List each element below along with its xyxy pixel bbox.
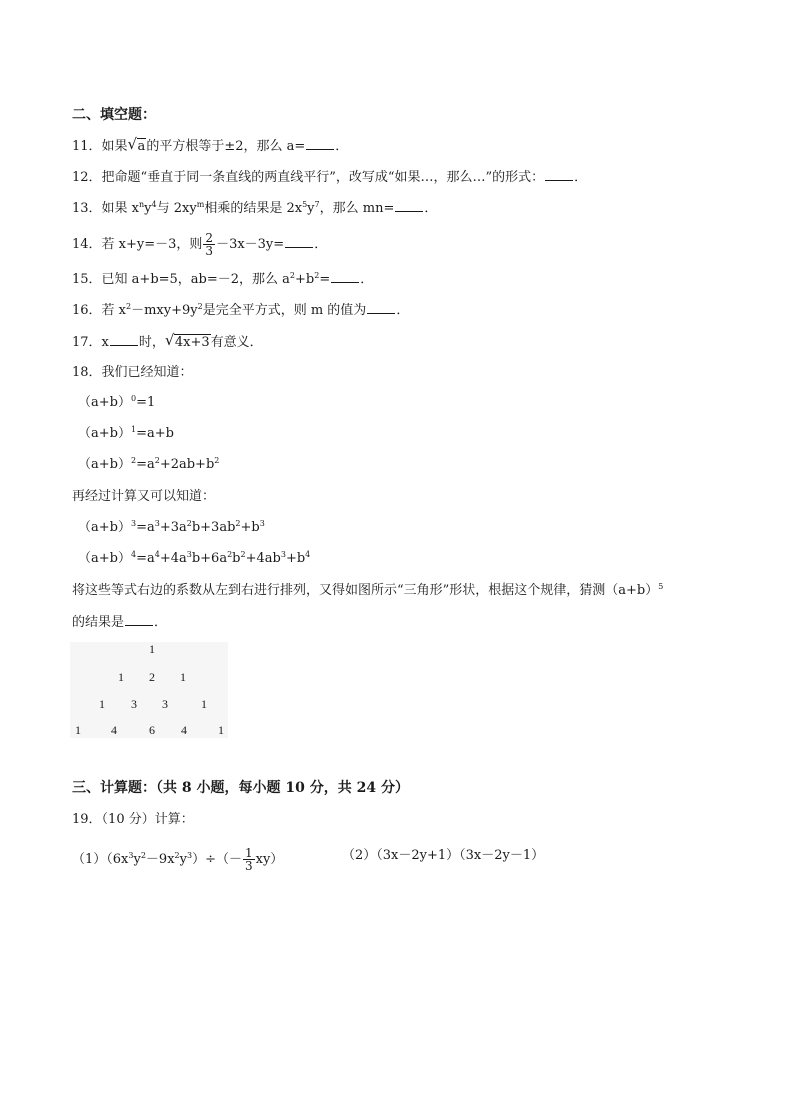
triangle-number: 3 (131, 697, 137, 711)
answer-blank-16[interactable] (367, 301, 395, 314)
question-14: 14．若 x+y=－3，则 $\frac{2}{3}$ －3x－3y= ． (72, 231, 328, 258)
question-18-para2: 的结果是 ． (72, 615, 168, 630)
fraction-one-third: $\frac{1}{3}$ (244, 846, 253, 873)
question-18-intro: 18．我们已经知道： (72, 365, 193, 380)
expansion-3: $(a+b)^3=a^3+3a^2b+3ab^2+b^3$ (78, 519, 265, 535)
expansion-2: $(a+b)^2=a^2+2ab+b^2$ (78, 456, 220, 472)
answer-blank-18[interactable] (125, 613, 153, 626)
question-18-again: 再经过计算又可以知道： (72, 489, 216, 504)
question-16: 16．若 $x^2-mxy+9y^2$是完全平方式，则 m 的值为 ． (72, 302, 410, 318)
triangle-number: 1 (218, 723, 224, 737)
triangle-number: 1 (201, 697, 207, 711)
pascal-triangle-figure (70, 642, 228, 738)
triangle-number: 6 (149, 723, 155, 737)
question-19-part1: $(1)(6x^3y^2-9x^2y^3)\div(-$ $\frac{1}{3}$ xy） (72, 846, 284, 873)
question-15: 15．已知 a+b=5，ab=－2，那么 $a^2+b^2=$ ． (72, 271, 374, 287)
triangle-number: 4 (181, 723, 187, 737)
triangle-number: 4 (111, 723, 117, 737)
question-18-para1: 将这些等式右边的系数从左到右进行排列，又得如图所示“三角形”形状，根据这个规律，猜测$(a+b)^5$ (72, 582, 664, 598)
triangle-number: 3 (162, 697, 168, 711)
question-17: 17．x 时， √ 4x+3有意义． (72, 331, 263, 350)
expansion-0: $(a+b)^0=1$ (78, 394, 156, 410)
section2-heading: 二、填空题： (72, 107, 156, 123)
question-13: 13．如果 $x^ny^4$与 $2xy^m$相乘的结果是 $2x^5y^7$，那么 mn= ． (72, 200, 438, 216)
sqrt-4x-plus-3: √ 4x+3 (164, 331, 210, 350)
triangle-number: 1 (75, 723, 81, 737)
answer-blank-11[interactable] (306, 137, 334, 150)
question-19-title: 19．（10 分）计算： (72, 812, 194, 827)
triangle-number: 2 (149, 670, 155, 684)
answer-blank-12[interactable] (545, 168, 573, 181)
question-11: 11．如果 √ a的平方根等于±2，那么 a= ． (72, 135, 349, 154)
answer-blank-13[interactable] (395, 199, 423, 212)
section3-heading: 三、计算题：（共 8 小题，每小题 10 分，共 24 分） (72, 780, 409, 796)
triangle-number: 1 (118, 670, 124, 684)
fraction-two-thirds: $\frac{2}{3}$ (205, 231, 214, 258)
triangle-number: 1 (180, 670, 186, 684)
answer-blank-15[interactable] (331, 270, 359, 283)
question-19-part2: （2）（3x－2y+1）（3x－2y－1） (342, 848, 545, 863)
answer-blank-17[interactable] (110, 333, 138, 346)
triangle-number: 1 (149, 642, 155, 656)
sqrt-a: √ a (127, 135, 146, 154)
triangle-number: 1 (99, 697, 105, 711)
answer-blank-14[interactable] (285, 235, 313, 248)
question-12: 12．把命题“垂直于同一条直线的两直线平行”，改写成“如果…，那么…”的形式： ． (72, 170, 588, 185)
expansion-4: $(a+b)^4=a^4+4a^3b+6a^2b^2+4ab^3+b^4$ (78, 550, 311, 566)
expansion-1: $(a+b)^1=a+b$ (78, 425, 174, 441)
